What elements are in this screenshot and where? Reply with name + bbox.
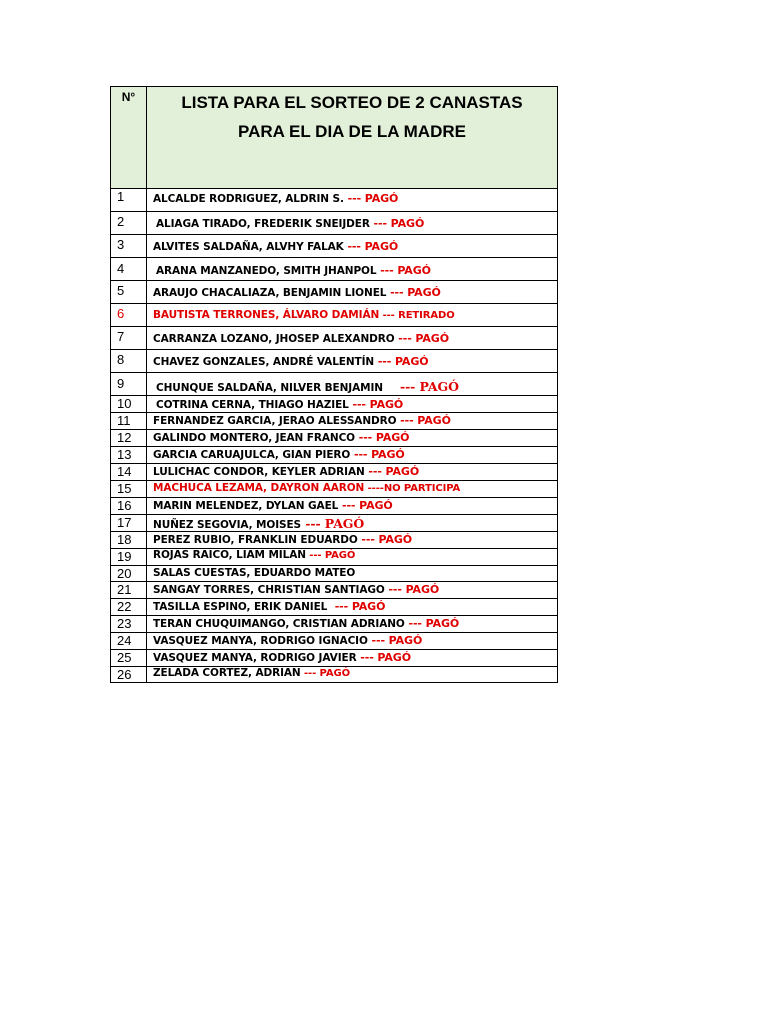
student-name: MACHUCA LEZAMA, DAYRON AARON [153,482,365,494]
payment-status: --- PAGÓ [367,634,423,647]
table-row [111,481,558,498]
student-cell [147,481,558,498]
student-cell [147,582,558,599]
row-number: 23 [111,616,147,633]
student-name: VASQUEZ MANYA, RODRIGO IGNACIO [153,635,368,647]
payment-status: --- PAGÓ [348,398,404,411]
row-number: 24 [111,633,147,650]
table-row [111,281,558,304]
table-row [111,616,558,633]
table-row [111,396,558,413]
payment-status: --- PAGÓ [357,533,413,546]
table-row [111,430,558,447]
table-row [111,212,558,235]
row-number: 2 [111,212,147,235]
payment-status: --- PAGÓ [305,550,356,561]
table-row [111,667,558,683]
payment-status: --- PAGÓ [343,240,399,253]
student-cell [147,633,558,650]
student-name: ARAUJO CHACALIAZA, BENJAMIN LIONEL [153,287,387,299]
student-name: ALVITES SALDAÑA, ALVHY FALAK [153,241,344,253]
row-number: 26 [111,667,147,683]
row-number: 6 [111,304,147,327]
table-row [111,447,558,464]
student-cell [147,327,558,350]
student-name: ALIAGA TIRADO, FREDERIK SNEIJDER [156,218,370,230]
payment-status: --- PAGÓ [338,499,393,512]
student-cell [147,616,558,633]
student-name: TASILLA ESPINO, ERIK DANIEL [153,601,328,613]
student-name: CHUNQUE SALDAÑA, NILVER BENJAMIN [156,382,383,394]
row-number: 25 [111,650,147,667]
student-cell [147,212,558,235]
table-row [111,498,558,515]
student-name: SALAS CUESTAS, EDUARDO MATEO [153,567,356,579]
table-row [111,650,558,667]
table-row [111,235,558,258]
student-cell [147,447,558,464]
payment-status: --- PAGÓ [343,192,399,205]
raffle-list-table [110,86,558,683]
payment-status: --- PAGÓ [376,264,431,277]
list-title-line-1: LISTA PARA EL SORTEO DE 2 CANASTAS [181,93,523,112]
payment-status: --- PAGÓ [394,332,449,345]
row-number: 9 [111,373,147,396]
number-column-header: N° [111,87,147,189]
payment-status: --- PAGÓ [386,286,441,299]
list-title-line-2: PARA EL DIA DE LA MADRE [238,122,466,141]
student-name: GARCIA CARUAJULCA, GIAN PIERO [153,449,351,461]
row-number: 13 [111,447,147,464]
student-cell [147,413,558,430]
student-name: COTRINA CERNA, THIAGO HAZIEL [156,399,349,411]
student-cell [147,189,558,212]
student-name: PEREZ RUBIO, FRANKLIN EDUARDO [153,534,358,546]
row-number: 8 [111,350,147,373]
payment-status: --- PAGÓ [374,355,429,368]
payment-status: --- PAGÓ [364,465,420,478]
student-name: CHAVEZ GONZALES, ANDRÉ VALENTÍN [153,356,375,368]
row-number: 5 [111,281,147,304]
table-row [111,532,558,549]
row-number: 11 [111,413,147,430]
student-name: MARIN MELENDEZ, DYLAN GAEL [153,500,339,512]
row-number: 10 [111,396,147,413]
payment-status: --- PAGÓ [382,379,459,394]
student-cell [147,373,558,396]
payment-status: --- PAGÓ [369,217,425,230]
student-name: FERNANDEZ GARCIA, JERAO ALESSANDRO [153,415,397,427]
student-name: NUÑEZ SEGOVIA, MOISES [153,519,302,531]
student-cell [147,549,558,566]
student-cell [147,281,558,304]
payment-status: ----NO PARTICIPA [364,483,461,494]
student-cell [147,599,558,616]
row-number: 15 [111,481,147,498]
table-row [111,189,558,212]
table-row [111,327,558,350]
row-number: 17 [111,515,147,532]
student-cell [147,515,558,532]
student-cell [147,430,558,447]
student-name: VASQUEZ MANYA, RODRIGO JAVIER [153,652,357,664]
student-cell [147,532,558,549]
payment-status: --- PAGÓ [404,617,460,630]
table-row [111,258,558,281]
table-row [111,304,558,327]
table-row [111,373,558,396]
student-name: ZELADA CORTEZ, ADRIAN [153,667,301,679]
row-number: 7 [111,327,147,350]
row-number: 18 [111,532,147,549]
student-cell [147,464,558,481]
table-row [111,582,558,599]
student-name: TERAN CHUQUIMANGO, CRISTIAN ADRIANO [153,618,405,630]
payment-status: --- PAGÓ [356,651,411,664]
row-number: 21 [111,582,147,599]
student-cell [147,304,558,327]
list-title [147,87,558,189]
row-number: 4 [111,258,147,281]
student-name: ALCALDE RODRIGUEZ, ALDRIN S. [153,193,344,205]
payment-status: --- PAGÓ [300,668,350,679]
student-name: GALINDO MONTERO, JEAN FRANCO [153,432,356,444]
payment-status: --- PAGÓ [396,414,451,427]
table-header-row [111,87,558,189]
payment-status: --- PAGÓ [355,431,410,444]
student-name: SANGAY TORRES, CHRISTIAN SANTIAGO [153,584,385,596]
student-cell [147,566,558,582]
student-name: ROJAS RAICO, LIAM MILAN [153,549,306,561]
row-number: 3 [111,235,147,258]
student-cell [147,667,558,683]
row-number: 12 [111,430,147,447]
row-number: 22 [111,599,147,616]
table-row [111,464,558,481]
payment-status: --- PAGÓ [301,516,365,531]
student-cell [147,650,558,667]
row-number: 16 [111,498,147,515]
payment-status: --- PAGÓ [350,448,405,461]
table-row [111,413,558,430]
student-cell [147,396,558,413]
table-row [111,566,558,582]
table-row [111,633,558,650]
student-cell [147,498,558,515]
student-cell [147,235,558,258]
table-row [111,599,558,616]
student-name: LULICHAC CONDOR, KEYLER ADRIAN [153,466,365,478]
payment-status: --- PAGÓ [327,600,386,613]
student-cell [147,350,558,373]
student-name: CARRANZA LOZANO, JHOSEP ALEXANDRO [153,333,395,345]
row-number: 14 [111,464,147,481]
row-number: 20 [111,566,147,582]
student-name: ARANA MANZANEDO, SMITH JHANPOL [156,265,377,277]
payment-status: --- PAGÓ [384,583,440,596]
row-number: 19 [111,549,147,566]
student-name: BAUTISTA TERRONES, ÁLVARO DAMIÁN [153,309,380,321]
student-cell [147,258,558,281]
table-row [111,549,558,566]
table-row [111,515,558,532]
table-row [111,350,558,373]
payment-status: --- RETIRADO [379,310,455,321]
row-number: 1 [111,189,147,212]
